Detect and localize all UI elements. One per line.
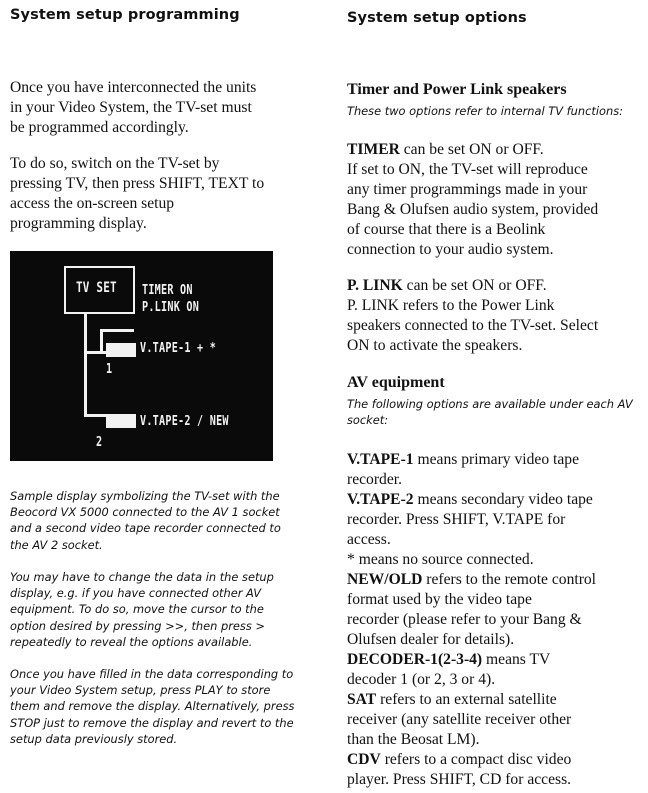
- text-line: [347, 750, 639, 770]
- option-term: V.TAPE-1: [347, 451, 414, 468]
- text-line: socket:: [347, 413, 389, 428]
- text-line: decoder 1 (or 2, 3 or 4).: [347, 671, 496, 688]
- text-line: access.: [347, 531, 391, 548]
- av2-socket-tab: [106, 414, 136, 428]
- text-line: Beocord VX 5000 connected to the AV 1 socket: [10, 505, 280, 520]
- av1-number: 1: [106, 362, 113, 377]
- connector-line: [100, 329, 103, 353]
- text-line: setup data previously stored.: [10, 731, 178, 746]
- text-line: receiver (any satellite receiver other: [347, 711, 572, 728]
- text-line: equipment. To do so, move the cursor to the: [10, 602, 264, 617]
- text-line: [347, 276, 639, 296]
- tv-set-label: TV SET: [76, 280, 117, 296]
- text-line: Sample display symbolizing the TV-set with the: [10, 489, 280, 503]
- text-line: option desired by pressing >>, then press >: [10, 618, 265, 633]
- av-section-subtitle: [347, 396, 639, 428]
- text-line: [347, 140, 639, 160]
- text-span: means secondary video tape: [413, 491, 593, 508]
- text-line: If set to ON, the TV-set will reproduce: [347, 161, 588, 178]
- text-line: any timer programmings made in your: [347, 181, 588, 198]
- text-line: To do so, switch on the TV-set by: [10, 155, 220, 172]
- text-line: [347, 690, 639, 710]
- text-line: connection to your audio system.: [347, 241, 554, 258]
- text-line: in your Video System, the TV-set must: [10, 99, 252, 116]
- timer-section-title: Timer and Power Link speakers: [347, 81, 567, 98]
- text-line: programming display.: [10, 215, 147, 232]
- text-line: pressing TV, then press SHIFT, TEXT to: [10, 175, 265, 192]
- text-line: your Video System setup, press PLAY to store: [10, 683, 271, 698]
- text-line: of course that there is a Beolink: [347, 221, 546, 238]
- connector-line: [100, 329, 134, 332]
- text-span: refers to the remote control: [422, 571, 597, 588]
- option-term: SAT: [347, 691, 377, 708]
- text-line: * means no source connected.: [347, 551, 534, 568]
- av-options-list: [347, 450, 639, 790]
- intro-paragraph: [10, 78, 310, 138]
- plink-term: P. LINK: [347, 277, 403, 294]
- av1-source: V.TAPE-1 + *: [140, 341, 217, 356]
- timer-term: TIMER: [347, 141, 400, 158]
- option-term: CDV: [347, 751, 381, 768]
- text-line: [347, 450, 639, 470]
- text-line: and a second video tape recorder connected to: [10, 521, 281, 536]
- text-line: Olufsen dealer for details).: [347, 631, 515, 648]
- connector-line: [84, 313, 87, 417]
- text-span: means primary video tape: [413, 451, 579, 468]
- option-term: NEW/OLD: [347, 571, 423, 588]
- text-line: them and remove the display. Alternatively, press: [10, 699, 295, 714]
- setup-display-illustration: [10, 251, 273, 461]
- timer-section-subtitle: These two options refer to internal TV functions:: [347, 104, 623, 118]
- text-line: [347, 650, 639, 670]
- av2-source: V.TAPE-2 / NEW: [140, 414, 229, 429]
- av1-socket-tab: [106, 343, 136, 357]
- change-data-note: [10, 569, 310, 650]
- text-line: [347, 570, 639, 590]
- text-line: than the Beosat LM).: [347, 731, 480, 748]
- text-line: ON to activate the speakers.: [347, 337, 523, 354]
- text-span: can be set ON or OFF.: [399, 141, 544, 158]
- option-term: V.TAPE-2: [347, 491, 414, 508]
- text-line: Once you have filled in the data corresponding to: [10, 667, 294, 681]
- text-line: recorder (please refer to your Bang &: [347, 611, 582, 628]
- timer-description: [347, 140, 639, 260]
- store-data-note: [10, 666, 310, 747]
- text-span: can be set ON or OFF.: [402, 277, 547, 294]
- av2-number: 2: [96, 435, 103, 450]
- text-line: recorder. Press SHIFT, V.TAPE for: [347, 511, 566, 528]
- text-span: means TV: [482, 651, 551, 668]
- text-line: be programmed accordingly.: [10, 119, 189, 136]
- text-line: player. Press SHIFT, CD for access.: [347, 771, 572, 788]
- text-span: refers to an external satellite: [376, 691, 557, 708]
- text-line: The following options are available under each AV: [347, 397, 633, 411]
- av-section-title: AV equipment: [347, 374, 445, 391]
- text-line: recorder.: [347, 471, 402, 488]
- text-line: Bang & Olufsen audio system, provided: [347, 201, 599, 218]
- text-line: display, e.g. if you have connected other AV: [10, 586, 262, 601]
- plink-description: [347, 276, 639, 356]
- text-line: access the on-screen setup: [10, 195, 175, 212]
- instructions-paragraph: [10, 154, 310, 234]
- display-caption: [10, 488, 310, 553]
- text-line: P. LINK refers to the Power Link: [347, 297, 555, 314]
- plink-setting: P.LINK ON: [142, 300, 200, 315]
- text-line: format used by the video tape: [347, 591, 532, 608]
- section-title: System setup options: [347, 10, 527, 26]
- text-line: the AV 2 socket.: [10, 537, 103, 552]
- text-line: Once you have interconnected the units: [10, 79, 257, 96]
- text-line: STOP just to remove the display and revert to the: [10, 715, 294, 730]
- timer-setting: TIMER ON: [142, 283, 193, 298]
- text-line: You may have to change the data in the setup: [10, 570, 274, 584]
- text-line: speakers connected to the TV-set. Select: [347, 317, 599, 334]
- option-term: DECODER-1(2-3-4): [347, 651, 483, 668]
- text-line: repeatedly to reveal the options available.: [10, 634, 253, 649]
- text-line: [347, 490, 639, 510]
- page-title: System setup programming: [10, 7, 240, 23]
- text-span: refers to a compact disc video: [380, 751, 572, 768]
